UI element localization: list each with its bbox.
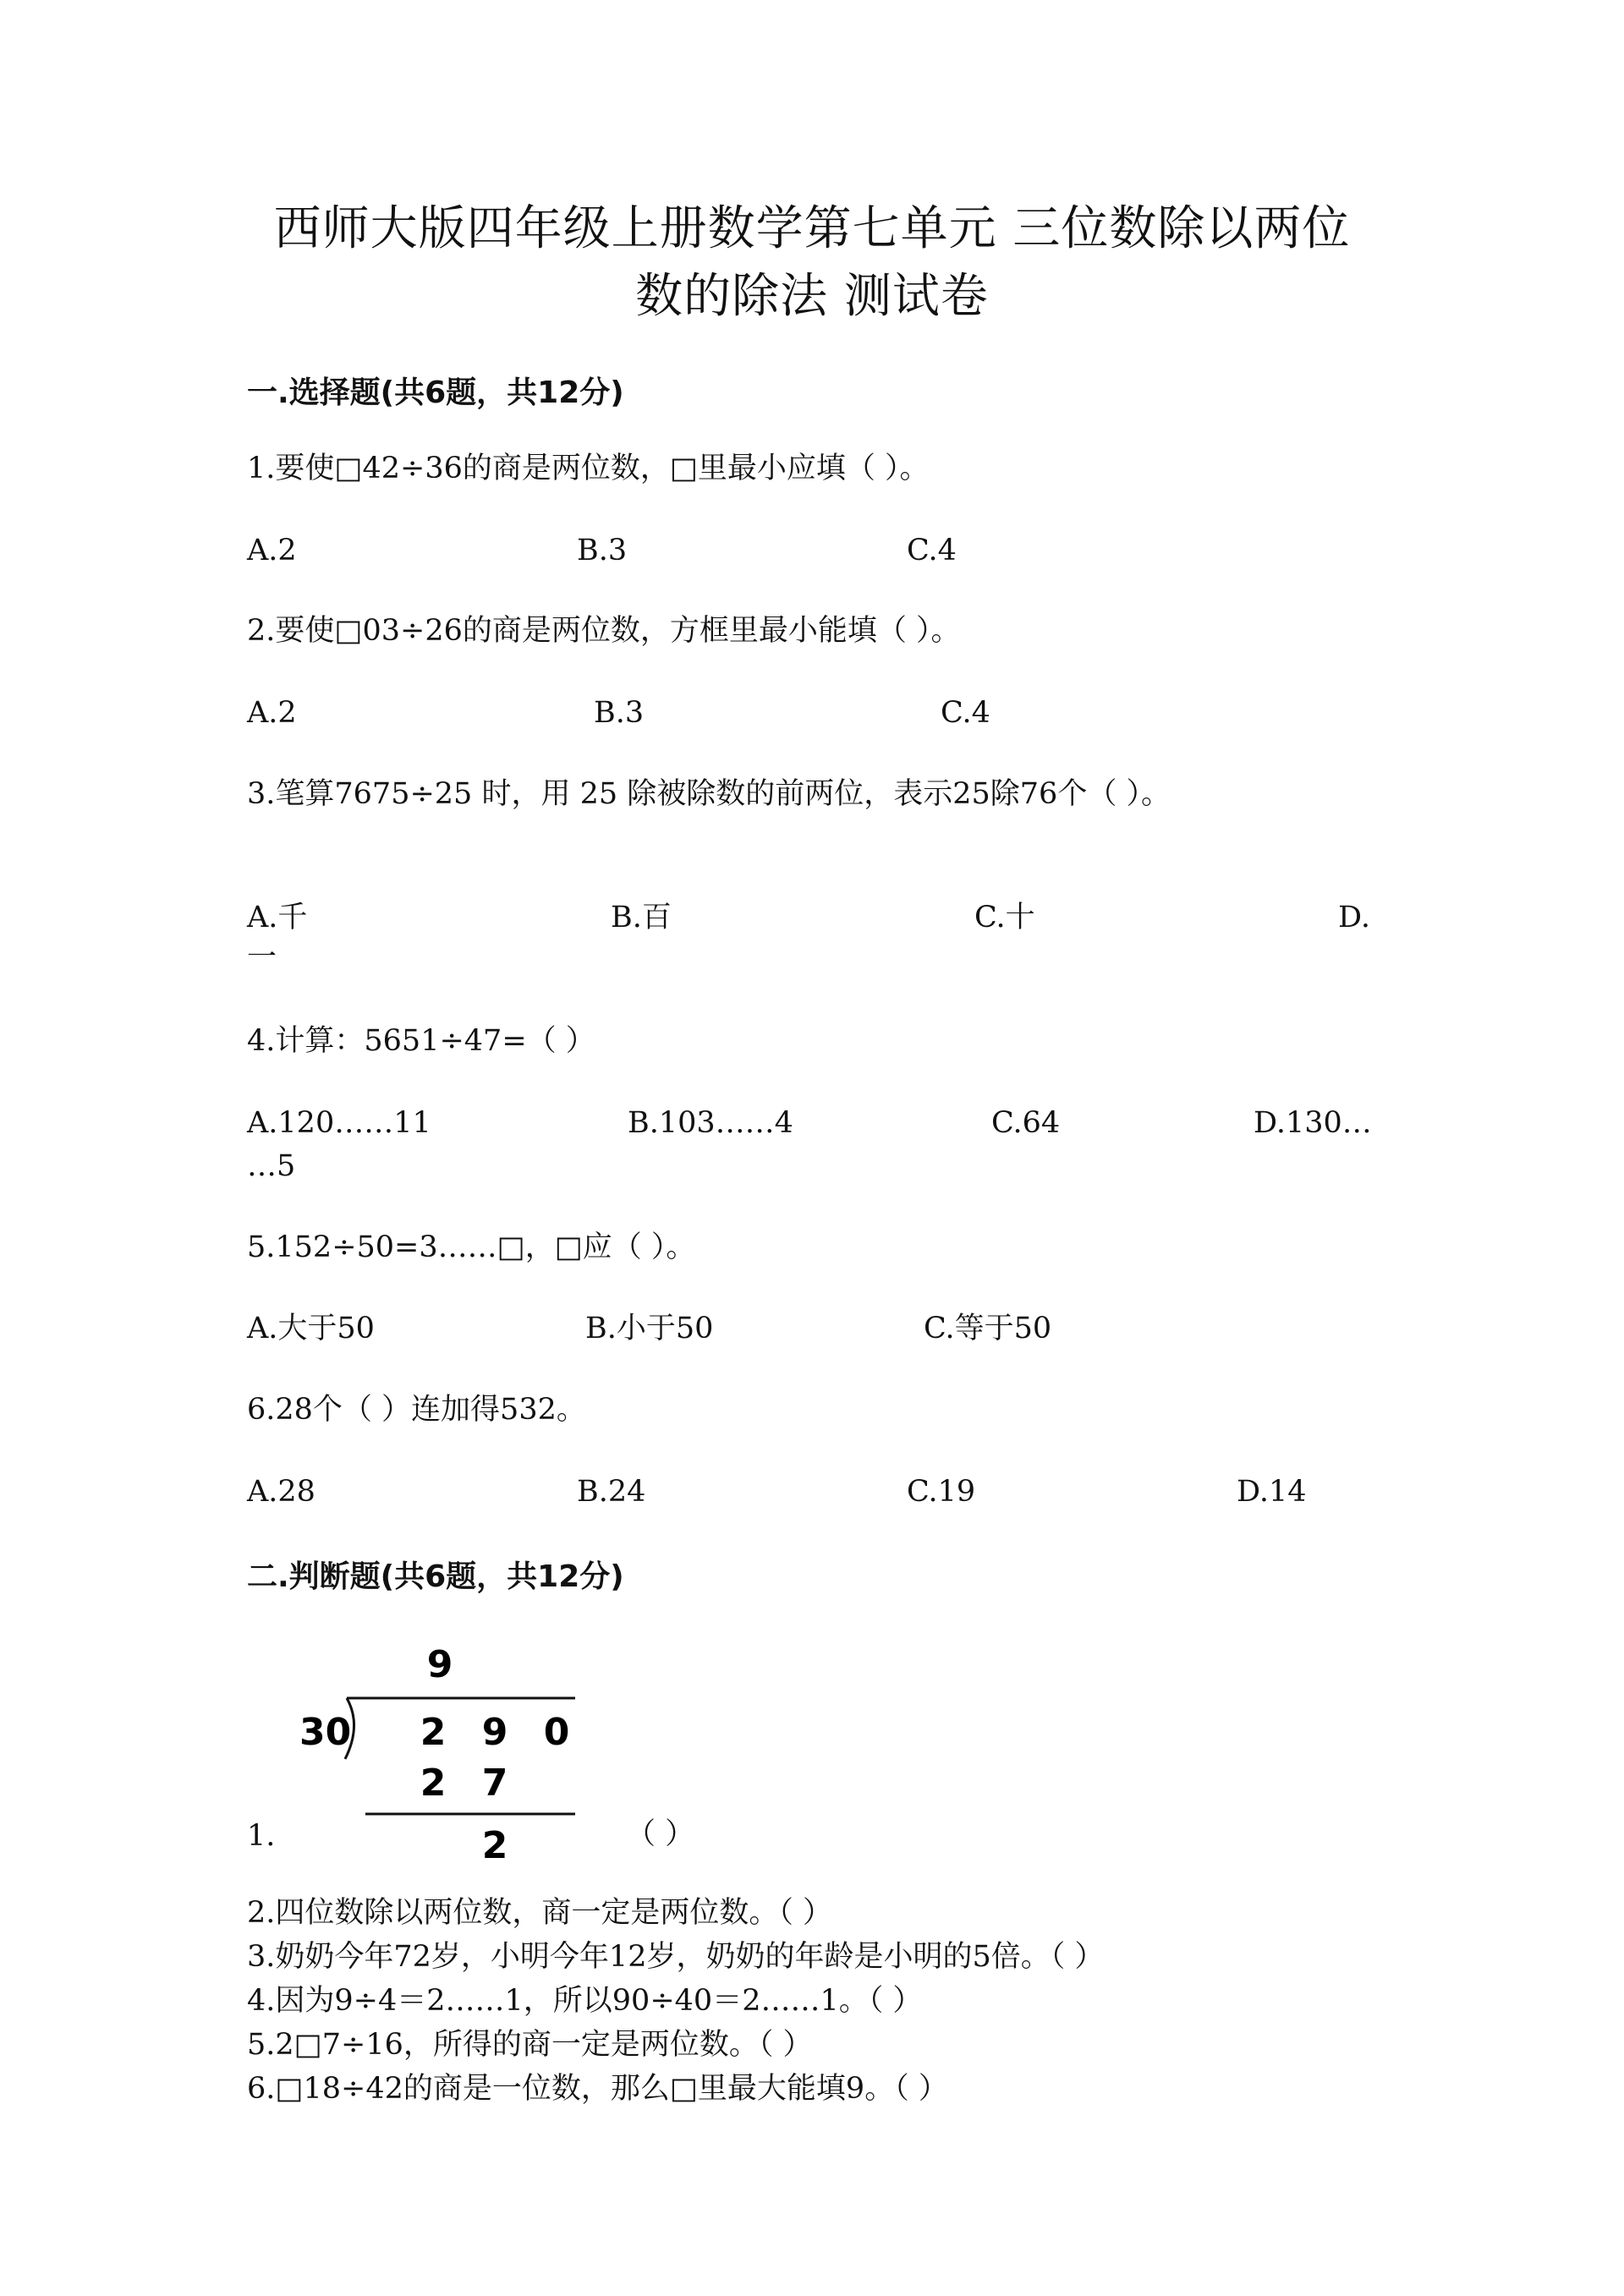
option-b[interactable]: B.3 <box>594 696 645 730</box>
option-a[interactable]: A.千 <box>247 901 308 934</box>
judge-item: 4.因为9÷4＝2……1，所以90÷40＝2……1。（ ） <box>247 1984 923 2018</box>
option-c[interactable]: C.4 <box>941 696 990 730</box>
option-b[interactable]: B.小于50 <box>585 1312 714 1345</box>
question-stem: 3.笔算7675÷25 时，用 25 除被除数的前两位，表示25除76个（ ）。 <box>247 777 1171 811</box>
question-stem: 4.计算：5651÷47=（ ） <box>247 1024 595 1058</box>
judge-item: 6.□18÷42的商是一位数，那么□里最大能填9。（ ） <box>247 2072 948 2106</box>
option-d-wrap: 一 <box>247 940 277 974</box>
option-c[interactable]: C.64 <box>991 1106 1061 1140</box>
option-c[interactable]: C.19 <box>907 1475 976 1509</box>
dividend-digit: 0 <box>543 1711 570 1754</box>
question-stem: 6.28个（ ）连加得532。 <box>247 1393 586 1427</box>
option-c[interactable]: C.4 <box>907 534 957 567</box>
option-b[interactable]: B.24 <box>577 1475 646 1509</box>
divisor-text: 30 <box>299 1711 352 1754</box>
quotient-digit: 9 <box>426 1643 453 1686</box>
option-d[interactable]: D.130… <box>1254 1106 1372 1140</box>
section-heading-judge: 二.判断题(共6题，共12分) <box>247 1559 624 1594</box>
answer-paren[interactable]: （ ） <box>626 1817 695 1851</box>
option-b[interactable]: B.3 <box>577 534 628 567</box>
judge-item-number: 1. <box>247 1819 276 1853</box>
dividend-digit: 9 <box>481 1711 508 1754</box>
page-title-line1: 西师大版四年级上册数学第七单元 三位数除以两位 <box>273 201 1351 256</box>
dividend-digit: 2 <box>420 1711 447 1754</box>
option-c[interactable]: C.十 <box>974 901 1035 934</box>
option-a[interactable]: A.2 <box>247 534 297 567</box>
question-stem: 5.152÷50=3……□，□应（ ）。 <box>247 1230 696 1264</box>
option-a[interactable]: A.120……11 <box>247 1106 431 1140</box>
option-d[interactable]: D. <box>1338 901 1370 934</box>
option-b[interactable]: B.103……4 <box>628 1106 793 1140</box>
long-division-figure <box>288 1636 592 1877</box>
option-d[interactable]: D.14 <box>1237 1475 1307 1509</box>
option-d-wrap: …5 <box>247 1149 296 1183</box>
judge-item: 3.奶奶今年72岁，小明今年12岁，奶奶的年龄是小明的5倍。（ ） <box>247 1940 1105 1974</box>
page-title-line2: 数的除法 测试卷 <box>635 269 989 324</box>
option-b[interactable]: B.百 <box>611 901 672 934</box>
judge-item: 2.四位数除以两位数，商一定是两位数。（ ） <box>247 1896 833 1930</box>
option-c[interactable]: C.等于50 <box>924 1312 1052 1345</box>
product-digit: 2 <box>420 1762 447 1805</box>
remainder-digit: 2 <box>481 1824 508 1867</box>
option-a[interactable]: A.2 <box>247 696 297 730</box>
product-digit: 7 <box>481 1762 508 1805</box>
judge-item: 5.2□7÷16，所得的商一定是两位数。（ ） <box>247 2028 813 2062</box>
question-stem: 1.要使□42÷36的商是两位数，□里最小应填（ ）。 <box>247 452 930 485</box>
section-heading-choice: 一.选择题(共6题，共12分) <box>247 375 624 410</box>
question-stem: 2.要使□03÷26的商是两位数，方框里最小能填（ ）。 <box>247 614 961 648</box>
option-a[interactable]: A.28 <box>247 1475 315 1509</box>
option-a[interactable]: A.大于50 <box>247 1312 375 1345</box>
